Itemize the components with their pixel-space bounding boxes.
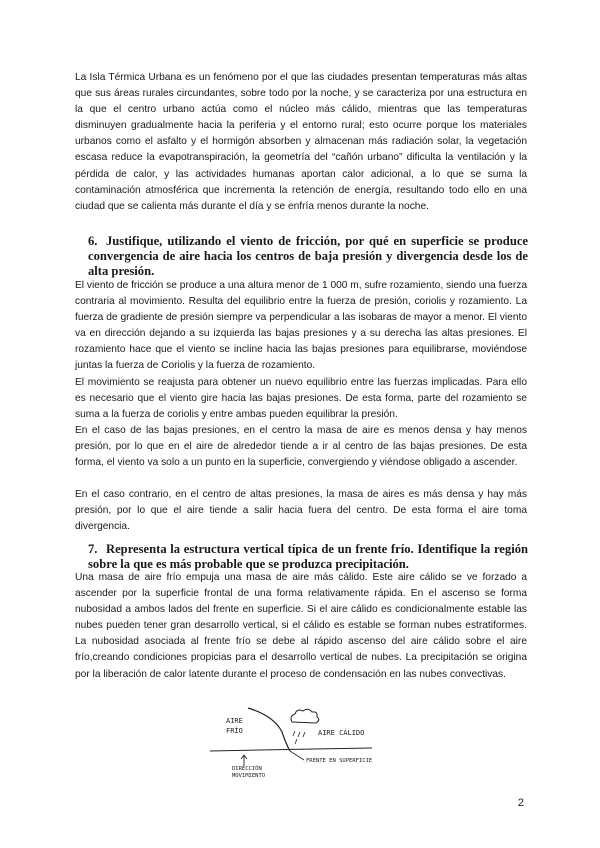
page-number: 2 (517, 797, 524, 809)
label-direction-1: DIRECCIÓN (232, 766, 262, 772)
question-7-text: Representa la estructura vertical típica de un frente frío. Identifique la región sobre la que es más probable que se produzca precipitación. (88, 542, 528, 572)
label-warm-air: AIRE CÁLIDO (318, 729, 365, 737)
question-6-text: Justifique, utilizando el viento de fricción, por qué en superficie se produce convergencia de aire hacia los centros de baja presión y divergencia desde los de alta presión. (88, 234, 528, 279)
label-direction-2: MOVIMIENTO (232, 773, 266, 779)
ground-line (210, 748, 372, 751)
label-cold-air-2: FRÍO (226, 727, 243, 735)
question-7-answer: Una masa de aire frío empuja una masa de aire más cálido. Este aire cálido se ve forzado a ascender por la superficie frontal de una forma relativamente rápida. En el ascenso se forma nubosidad a ambos lados del frente en superficie. Si el aire cálido es condicionalmente estable las nubes pueden tener gran desarrollo vertical, si el cálido es estable se forman nubes estratiformes. La nubosidad asociada al frente frío se debe al rápido ascenso del aire cálido sobre el aire frío,creando condiciones propicias para el desarrollo vertical de nubes. La precipitación se origina por la liberación de calor latente durante el proceso de condensación en las nubes convectivas. (75, 572, 527, 680)
front-pointer-line (290, 751, 304, 760)
frontal-surface-line (248, 708, 290, 751)
label-surface-front: FRENTE EN SUPERFICIE (306, 758, 373, 764)
question-7-heading (88, 542, 528, 572)
question-7-number: 7. (88, 542, 98, 556)
question-6-heading (88, 234, 528, 280)
cloud-icon (291, 709, 319, 723)
label-cold-air-1: AIRE (226, 717, 243, 725)
direction-arrow-icon (241, 755, 247, 766)
question-6-answer-p2: El movimiento se reajusta para obtener un nuevo equilibrio entre las fuerzas implicadas. Para ello es necesario que el viento gire hacia las bajas presiones. De esta forma, parte del rozamiento se suma a la fuerza de coriolis y entre ambas pueden equilibrar la presión. (75, 377, 527, 421)
question-6-answer-p4: En el caso contrario, en el centro de altas presiones, la masa de aires es más densa y hay más presión, por lo que el aire tiende a salir hacia fuera del centro. De esta forma el aire toma divergencia. (75, 489, 527, 533)
intro-paragraph: La Isla Térmica Urbana es un fenómeno por el que las ciudades presentan temperaturas más altas que sus áreas rurales circundantes, sobre todo por la noche, y se caracteriza por una estructura en la que el centro urbano actúa como el núcleo más cálido, mientras que las temperaturas disminuyen gradualmente hacia la periferia y el entorno rural; esto ocurre porque los materiales urbanos como el asfalto y el hormigón absorben y almacenan más radiación solar, la vegetación escasa reduce la evapotranspiración, la geometría del “cañón urbano” dificulta la ventilación y la pérdida de calor, y las actividades humanas aportan calor adicional, a lo que se suma la contaminación atmosférica que incrementa la retención de energía, resultando todo ello en una ciudad que se calienta más durante el día y se enfría menos durante la noche. (75, 72, 527, 212)
cold-front-sketch (196, 704, 418, 782)
question-6-answer-p1: El viento de fricción se produce a una altura menor de 1 000 m, sufre rozamiento, siendo una fuerza contraria al movimiento. Resulta del equilibrio entre la fuerza de presión, coriolis y rozamiento. La fuerza de gradiente de presión siempre va perpendicular a las isobaras de mayor a menor. El viento va en dirección dejando a su izquierda las bajas presiones y a su derecha las altas presiones. El rozamiento hace que el viento se incline hacia las bajas presiones para equilibrarse, moviéndose juntas la fuerza de Coriolis y la fuerza de rozamiento. (75, 280, 527, 372)
question-6-number: 6. (88, 234, 98, 248)
rain-icon (293, 731, 305, 744)
question-6-answer-p3: En el caso de las bajas presiones, en el centro la masa de aire es menos densa y hay menos presión, por lo que en el aire de alrededor tiende a ir al centro de las bajas presiones. De esta forma, el viento va solo a un punto en la superficie, convergiendo y viéndose obligado a ascender. (75, 425, 527, 469)
